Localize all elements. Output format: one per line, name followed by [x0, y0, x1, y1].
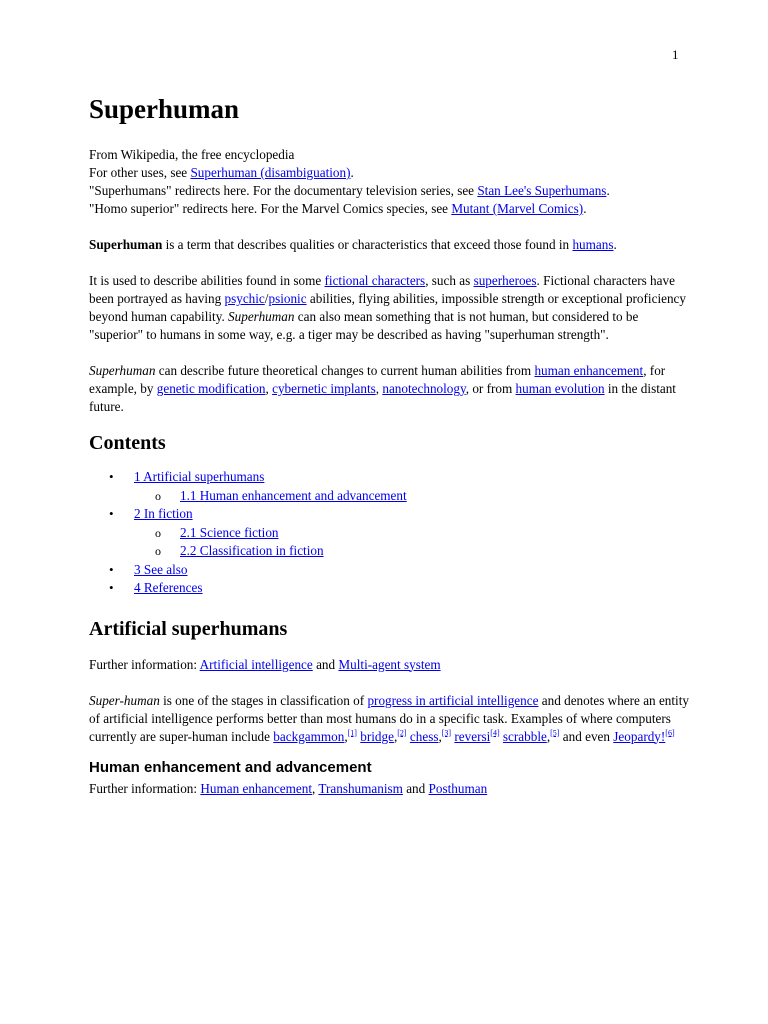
hatnote-text: "Homo superior" redirects here. For the Marvel Comics species, see: [89, 201, 452, 216]
document-body: [89, 92, 689, 798]
paragraph-text: /: [264, 291, 269, 306]
term-bold: Superhuman: [89, 237, 163, 252]
paragraph-text: ,: [265, 381, 273, 396]
reference-5[interactable]: [5]: [550, 728, 560, 738]
further-label: Further information:: [89, 780, 201, 796]
link-fictional-characters[interactable]: fictional characters: [324, 273, 426, 288]
link-human-enhancement[interactable]: human enhancement: [534, 363, 644, 378]
paragraph-text: and denotes where an entity of artificial intelligence performs better than most humans do in a specific task. Examples of where computers currently are super-human include: [89, 692, 689, 744]
paragraph-text: can also mean something that is not human, but considered to be "superior" to humans in some way, e.g. a tiger may be described as having "superhuman strength".: [89, 309, 639, 342]
toc-link-human-enhancement-and-advancement[interactable]: 1.1 Human enhancement and advancement: [180, 487, 407, 503]
page-title: Superhuman: [89, 94, 240, 124]
link-chess[interactable]: chess: [409, 728, 439, 744]
further-label: Further information:: [89, 656, 200, 672]
reference-1[interactable]: [1]: [347, 728, 357, 738]
hatnote-text: "Superhumans" redirects here. For the documentary television series, see: [89, 183, 478, 198]
hatnote-text: For other uses, see: [89, 165, 191, 180]
contents-heading: Contents: [89, 432, 166, 454]
link-posthuman[interactable]: Posthuman: [428, 780, 488, 796]
paragraph-text: and: [312, 656, 339, 672]
link-progress-in-ai[interactable]: progress in artificial intelligence: [367, 692, 539, 708]
link-scrabble[interactable]: scrabble: [502, 728, 547, 744]
toc-sublist: [134, 524, 689, 561]
hatnote-source: From Wikipedia, the free encyclopedia: [89, 147, 295, 162]
link-transhumanism[interactable]: Transhumanism: [318, 780, 403, 796]
paragraph-text: in the distant future.: [89, 381, 676, 414]
link-bridge[interactable]: bridge: [360, 728, 394, 744]
toc-subitem: [89, 524, 689, 543]
link-backgammon[interactable]: backgammon: [273, 728, 345, 744]
hatnote-redirect-homo-superior: [89, 200, 689, 218]
paragraph-text: ,: [375, 381, 383, 396]
paragraph-text: and: [402, 780, 429, 796]
intro-paragraph-2: [89, 272, 689, 344]
link-psychic[interactable]: psychic: [224, 291, 265, 306]
reference-4[interactable]: [4]: [490, 728, 500, 738]
intro-paragraph-3: [89, 362, 689, 416]
toc-item: [89, 579, 689, 598]
toc-link-artificial-superhumans[interactable]: 1 Artificial superhumans: [134, 469, 265, 484]
paragraph-text: ,: [546, 728, 551, 744]
toc-item: [89, 468, 689, 505]
reference-6[interactable]: [6]: [665, 728, 675, 738]
table-of-contents: [89, 468, 689, 598]
link-psionic[interactable]: psionic: [268, 291, 307, 306]
toc-subitem: [89, 542, 689, 561]
paragraph-text: , for example, by: [89, 363, 666, 396]
link-multi-agent-system[interactable]: Multi-agent system: [338, 656, 441, 672]
paragraph-text: ,: [312, 780, 319, 796]
page-number: 1: [672, 47, 679, 62]
paragraph-text: can describe future theoretical changes to current human abilities from: [155, 363, 535, 378]
paragraph-text: , or from: [465, 381, 516, 396]
toc-link-in-fiction[interactable]: 2 In fiction: [134, 506, 193, 521]
toc-item: [89, 505, 689, 561]
further-information: [89, 780, 689, 798]
link-reversi[interactable]: reversi: [454, 728, 491, 744]
toc-sublist: [134, 487, 689, 506]
paragraph-text: It is used to describe abilities found in some: [89, 273, 325, 288]
paragraph-text: , such as: [425, 273, 474, 288]
link-human-enhancement-article[interactable]: Human enhancement: [200, 780, 313, 796]
paragraph-text: is one of the stages in classification of: [159, 692, 368, 708]
paragraph-text: .: [613, 237, 617, 252]
link-humans[interactable]: humans: [572, 237, 614, 252]
reference-3[interactable]: [3]: [441, 728, 452, 738]
toc-link-classification-in-fiction[interactable]: 2.2 Classification in fiction: [180, 543, 324, 558]
link-stan-lees-superhumans[interactable]: Stan Lee's Superhumans: [477, 183, 607, 198]
paragraph-text: and even: [559, 728, 614, 744]
link-mutant-marvel-comics[interactable]: Mutant (Marvel Comics): [451, 201, 584, 216]
intro-paragraph-1: [89, 236, 689, 254]
toc-link-science-fiction[interactable]: 2.1 Science fiction: [180, 524, 279, 540]
section-heading-artificial-superhumans: Artificial superhumans: [89, 617, 288, 640]
hatnote-text: .: [350, 165, 354, 180]
link-jeopardy[interactable]: Jeopardy!: [613, 728, 666, 744]
link-superheroes[interactable]: superheroes: [473, 273, 537, 288]
link-cybernetic-implants[interactable]: cybernetic implants: [272, 381, 376, 396]
reference-2[interactable]: [2]: [397, 728, 407, 738]
hatnote-other-uses: [89, 164, 689, 182]
paragraph-text: is a term that describes qualities or characteristics that exceed those found in: [162, 237, 573, 252]
hatnote-text: .: [583, 201, 587, 216]
link-artificial-intelligence[interactable]: Artificial intelligence: [199, 656, 313, 672]
toc-link-references[interactable]: 4 References: [134, 580, 203, 595]
term-italic: Superhuman: [89, 363, 156, 378]
toc-item: [89, 561, 689, 580]
link-nanotechnology[interactable]: nanotechnology: [382, 381, 466, 396]
paragraph-text: abilities, flying abilities, impossible strength or exceptional proficiency beyond human capability.: [89, 291, 686, 324]
section-paragraph: Super-human is one of the stages in classification of progress in artificial intelligence and denotes where an entity of artificial intelligence performs better than most humans do in a specific task. Examples of where computers currently are super-human include backgammon,[1] bridge,[2] chess,[3] reversi[4] scrabble,[5] and even Jeopardy![6]: [89, 692, 689, 744]
paragraph-text: ,: [438, 728, 442, 744]
further-information: [89, 656, 689, 674]
hatnote-text: .: [606, 183, 610, 198]
paragraph-text: . Fictional characters have been portrayed as having: [89, 273, 675, 306]
hatnote-redirect-superhumans: [89, 182, 689, 200]
toc-subitem: [89, 487, 689, 506]
term-italic: Superhuman: [228, 309, 295, 324]
link-human-evolution[interactable]: human evolution: [515, 381, 605, 396]
term-italic: Super-human: [89, 692, 160, 708]
link-superhuman-disambiguation[interactable]: Superhuman (disambiguation): [190, 165, 351, 180]
subsection-heading-human-enhancement: Human enhancement and advancement: [89, 758, 372, 776]
toc-link-see-also[interactable]: 3 See also: [134, 561, 188, 577]
link-genetic-modification[interactable]: genetic modification: [156, 381, 266, 396]
